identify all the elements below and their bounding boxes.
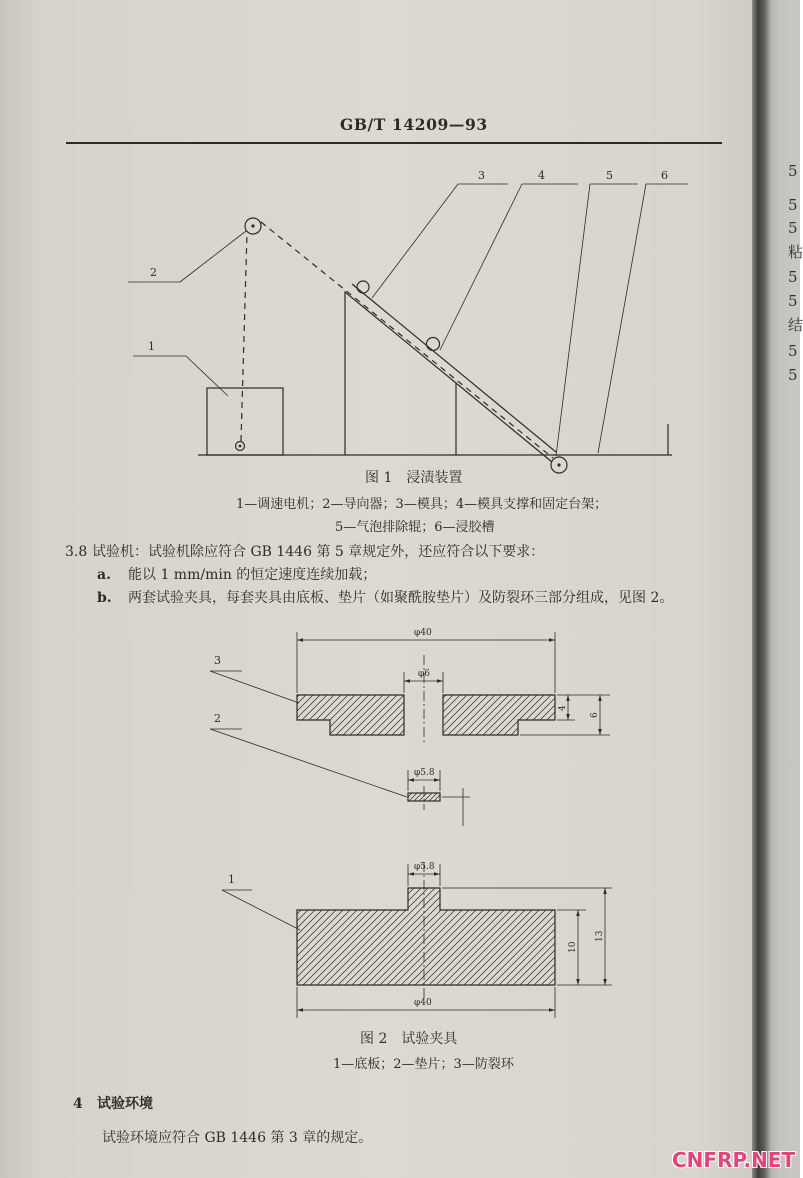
hatch-line: [498, 695, 523, 720]
leader-2-slant: [180, 231, 246, 282]
clause-4-number: 4: [73, 1096, 83, 1112]
figure-1-legend-line-1: 1—调速电机；2—导向器；3—模具；4—模具支撑和固定台架；: [236, 497, 608, 512]
header-rule: [66, 142, 722, 144]
hatch-line: [401, 910, 476, 985]
clause-4-text: 试验环境应符合 GB 1446 第 3 章的规定。: [102, 1130, 373, 1146]
hatch-line: [385, 720, 400, 735]
clause-3-8-text: 试验机：试验机除应符合 GB 1446 第 5 章规定外，还应符合以下要求：: [92, 544, 545, 560]
dimension-arrow: [566, 695, 570, 701]
hatch-line: [448, 720, 463, 735]
hatch-line: [357, 720, 372, 735]
hatch-line: [420, 890, 440, 910]
hatch-line: [297, 695, 313, 711]
hatch-line: [464, 910, 539, 985]
hatch-line: [443, 695, 453, 705]
hatch-line: [297, 910, 336, 949]
hatch-line: [359, 910, 434, 985]
hatch-line: [408, 888, 421, 901]
mold-support-frame: [345, 292, 456, 455]
figure-1-label-4: 4: [538, 169, 545, 182]
hatch-line: [386, 702, 404, 720]
dimension-arrow: [434, 872, 440, 876]
guide-pulley-center: [251, 224, 254, 227]
hatch-line: [297, 910, 308, 921]
hatch-line: [372, 695, 397, 720]
hatch-line: [541, 971, 555, 985]
figure-2-geometry: [210, 632, 612, 1018]
hatch-line: [547, 712, 555, 720]
hatch-line: [297, 910, 329, 942]
hatch-line: [380, 910, 455, 985]
hatch-line: [337, 695, 362, 720]
bottom-guide-roller-center: [557, 463, 560, 466]
dimension-arrow: [598, 695, 602, 701]
hatch-line: [365, 695, 390, 720]
hatch-line: [511, 728, 518, 735]
dimension-arrow: [408, 778, 414, 782]
leader-1-slant: [186, 356, 228, 396]
hatch-line: [485, 915, 555, 985]
hatch-line: [350, 720, 365, 735]
bubble-roller-1: [357, 281, 369, 293]
hatch-line: [457, 910, 532, 985]
figure-1-legend-line-2: 5—气泡排除辊；6—浸胶槽: [335, 520, 495, 535]
dimension-arrow: [549, 638, 555, 642]
hatch-line: [297, 910, 315, 928]
hatch-line: [504, 721, 518, 735]
adjacent-page-fragment: 粘: [788, 243, 803, 261]
hatch-line: [483, 720, 498, 735]
hatch-line: [462, 720, 477, 735]
figure-2-caption-number: 图 2: [360, 1031, 388, 1047]
dimension-arrow: [603, 979, 607, 985]
hatch-line: [408, 888, 414, 894]
hatch-line: [338, 910, 413, 985]
hatch-line: [310, 910, 385, 985]
hatch-line: [408, 910, 483, 985]
hatch-line: [463, 695, 488, 720]
hatch-line: [331, 910, 406, 985]
figure-1-label-6: 6: [661, 169, 668, 182]
hatch-line: [336, 720, 351, 735]
hatch-line: [393, 709, 404, 720]
figure-2-label-2: 2: [214, 712, 221, 725]
figure-2-test-fixture-drawing: [0, 610, 800, 1030]
dim-base-boss-diameter: φ5.8: [414, 862, 435, 872]
hatch-line: [476, 720, 491, 735]
hatch-line: [297, 910, 301, 914]
hatch-line: [436, 910, 511, 985]
figure-1-label-2: 2: [150, 266, 157, 279]
hatch-line: [484, 695, 509, 720]
dim-base-body-height: 10: [568, 941, 578, 953]
hatch-line: [408, 888, 428, 908]
adjacent-page-edge: [752, 0, 803, 1178]
dimension-arrow: [603, 888, 607, 894]
hatch-line: [534, 964, 555, 985]
hatch-line: [409, 793, 417, 801]
hatch-line: [519, 695, 544, 720]
hatch-line: [366, 910, 441, 985]
hatch-line: [439, 800, 440, 801]
hatch-line: [477, 695, 502, 720]
figure-2-legend: 1—底板；2—垫片；3—防裂环: [333, 1057, 514, 1072]
hatch-line: [471, 910, 546, 985]
bubble-roller-2: [427, 338, 440, 351]
figure-1-geometry: [128, 184, 688, 473]
hatch-line: [297, 910, 322, 935]
dimension-arrow: [576, 910, 580, 916]
motor-shaft-center: [239, 445, 242, 448]
figure-1-caption-number: 图 1: [365, 470, 393, 486]
dim-base-total-height: 13: [595, 930, 605, 942]
hatch-line: [358, 695, 383, 720]
hatch-line: [394, 910, 469, 985]
hatch-line: [520, 950, 555, 985]
site-watermark: CNFRP.NET: [672, 1148, 796, 1172]
hatch-line: [324, 910, 399, 985]
hatch-line: [492, 922, 555, 985]
hatch-line: [506, 936, 555, 985]
figure-2-caption: [360, 1032, 457, 1046]
hatch-line: [505, 695, 530, 720]
hatch-line: [554, 719, 555, 720]
hatch-line: [415, 910, 490, 985]
hatch-line: [413, 888, 435, 910]
figure-2-label-3: 3: [214, 654, 221, 667]
hatch-line: [424, 793, 432, 801]
hatch-line: [443, 695, 467, 719]
hatch-line: [443, 910, 518, 985]
hatch-line: [343, 720, 358, 735]
hatch-line: [317, 910, 392, 985]
hatch-line: [478, 910, 553, 985]
hatch-line: [526, 695, 551, 720]
dimension-arrow: [437, 679, 443, 683]
dimension-arrow: [434, 778, 440, 782]
hatch-line: [533, 698, 555, 720]
hatch-line: [497, 720, 512, 735]
anti-crack-ring-section: [297, 695, 555, 735]
leader-5-slant: [556, 184, 590, 456]
leader-2-slant: [210, 729, 407, 797]
dimension-arrow: [549, 1008, 555, 1012]
hatch-line: [351, 695, 376, 720]
hatch-line: [513, 943, 555, 985]
adjacent-page-fragment: 5: [788, 162, 798, 180]
mold-lower-edge: [456, 383, 552, 462]
hatch-line: [330, 695, 355, 720]
leader-3-slant: [372, 184, 458, 298]
hatch-line: [443, 720, 449, 726]
hatch-line: [443, 695, 460, 712]
spacer-outline: [408, 793, 440, 801]
guide-pulley: [245, 218, 261, 234]
hatch-line: [297, 910, 357, 970]
hatch-line: [400, 716, 404, 720]
hatch-line: [422, 910, 497, 985]
hatch-line: [429, 793, 437, 801]
hatch-line: [449, 695, 474, 720]
figure-1-label-3: 3: [478, 169, 485, 182]
hatch-line: [469, 720, 484, 735]
ring-left-section-outline: [297, 695, 404, 735]
hatch-line: [429, 910, 504, 985]
dimension-arrow: [576, 979, 580, 985]
hatch-line: [387, 910, 462, 985]
dim-base-diameter: φ40: [414, 998, 432, 1008]
figure-1-caption: [365, 471, 462, 485]
hatch-line: [297, 910, 343, 956]
hatch-line: [443, 695, 446, 698]
hatch-line: [297, 695, 306, 704]
bottom-guide-roller: [551, 457, 567, 473]
figure-2-caption-title: 试验夹具: [401, 1031, 458, 1047]
dimension-arrow: [566, 714, 570, 720]
dimension-arrow: [297, 638, 303, 642]
speed-motor-housing: [207, 388, 283, 455]
hatch-line: [364, 720, 379, 735]
hatch-line: [373, 910, 448, 985]
hatch-line: [490, 720, 505, 735]
base-plate-outline: [297, 888, 555, 985]
hatch-line: [379, 695, 404, 720]
hatch-line: [450, 910, 525, 985]
dim-ring-total-thickness: 6: [590, 712, 600, 718]
spacer-section: [408, 793, 440, 801]
clause-3-8-item-a-marker: a.: [97, 567, 111, 583]
ring-right-section-outline: [443, 695, 555, 735]
drive-belt: [241, 233, 247, 441]
hatch-line: [434, 904, 440, 910]
hatch-line: [419, 793, 427, 801]
hatch-line: [297, 910, 364, 977]
hatch-line: [548, 978, 555, 985]
hatch-line: [330, 720, 344, 734]
adjacent-page-fragment: 5: [788, 342, 798, 360]
figure-1-caption-title: 浸渍装置: [406, 470, 463, 486]
clause-4-title: 试验环境: [97, 1096, 153, 1112]
hatch-line: [491, 695, 516, 720]
adjacent-page-fragment: 5: [788, 292, 798, 310]
dimension-arrow: [404, 679, 410, 683]
leader-3-slant: [210, 671, 299, 703]
hatch-line: [297, 695, 320, 718]
figure-2-label-1: 1: [228, 873, 235, 886]
hatch-line: [392, 723, 404, 735]
adjacent-page-fragment: 5: [788, 366, 798, 384]
leader-6-slant: [598, 184, 646, 453]
clause-3-8-item-b-text: 两套试验夹具，每套夹具由底板、垫片（如聚酰胺垫片）及防裂环三部分组成，见图 2。: [128, 590, 674, 606]
hatch-line: [456, 695, 481, 720]
hatch-line: [352, 910, 427, 985]
motor-shaft-pulley: [236, 442, 245, 451]
dimension-arrow: [408, 872, 414, 876]
dim-ring-hole-diameter: φ6: [418, 669, 431, 679]
hatch-line: [297, 910, 371, 984]
dim-spacer-diameter: φ5.8: [414, 768, 435, 778]
adjacent-page-fragment: 5: [788, 196, 798, 214]
clause-3-8-item-b-marker: b.: [97, 590, 112, 606]
hatch-line: [316, 695, 341, 720]
hatch-line: [470, 695, 495, 720]
figure-1-label-5: 5: [606, 169, 613, 182]
hatch-line: [427, 897, 440, 910]
figure-1-immersion-device-drawing: [0, 150, 800, 480]
standard-number-header: GB/T 14209—93: [340, 115, 488, 134]
hatch-line: [297, 695, 299, 697]
hatch-line: [455, 720, 470, 735]
hatch-line: [434, 795, 440, 801]
mold-upper-edge: [352, 284, 556, 452]
dim-ring-outer-diameter: φ40: [414, 628, 432, 638]
hatch-line: [323, 695, 348, 720]
hatch-line: [512, 695, 537, 720]
hatch-line: [344, 695, 369, 720]
base-plate-section: [297, 888, 555, 985]
hatch-line: [378, 720, 393, 735]
clause-3-8-number: 3.8: [65, 544, 88, 560]
hatch-line: [443, 720, 456, 733]
hatch-line: [309, 695, 334, 720]
figure-1-label-1: 1: [148, 340, 155, 353]
hatch-line: [527, 957, 555, 985]
hatch-line: [345, 910, 420, 985]
dimension-arrow: [297, 1008, 303, 1012]
hatch-line: [371, 720, 386, 735]
fiber-path: [261, 222, 553, 458]
hatch-line: [297, 910, 350, 963]
hatch-line: [330, 720, 337, 727]
adjacent-page-fragment: 5: [788, 268, 798, 286]
dimensioning: [297, 632, 612, 1018]
hatch-line: [540, 705, 555, 720]
dim-ring-flange-thickness: 4: [558, 705, 568, 711]
hatch-line: [408, 793, 412, 797]
hatch-line: [414, 793, 422, 801]
hatch-line: [303, 910, 378, 985]
leader-1-slant: [222, 890, 300, 930]
clause-3-8-item-a-text: 能以 1 mm/min 的恒定速度连续加载；: [128, 567, 377, 583]
adjacent-page-fragment: 5: [788, 219, 798, 237]
hatch-line: [499, 929, 555, 985]
hatch-line: [399, 730, 404, 735]
hatch-line: [302, 695, 327, 720]
adjacent-page-fragment: 结: [788, 316, 803, 334]
dimension-arrow: [598, 729, 602, 735]
leader-4-slant: [440, 184, 522, 350]
